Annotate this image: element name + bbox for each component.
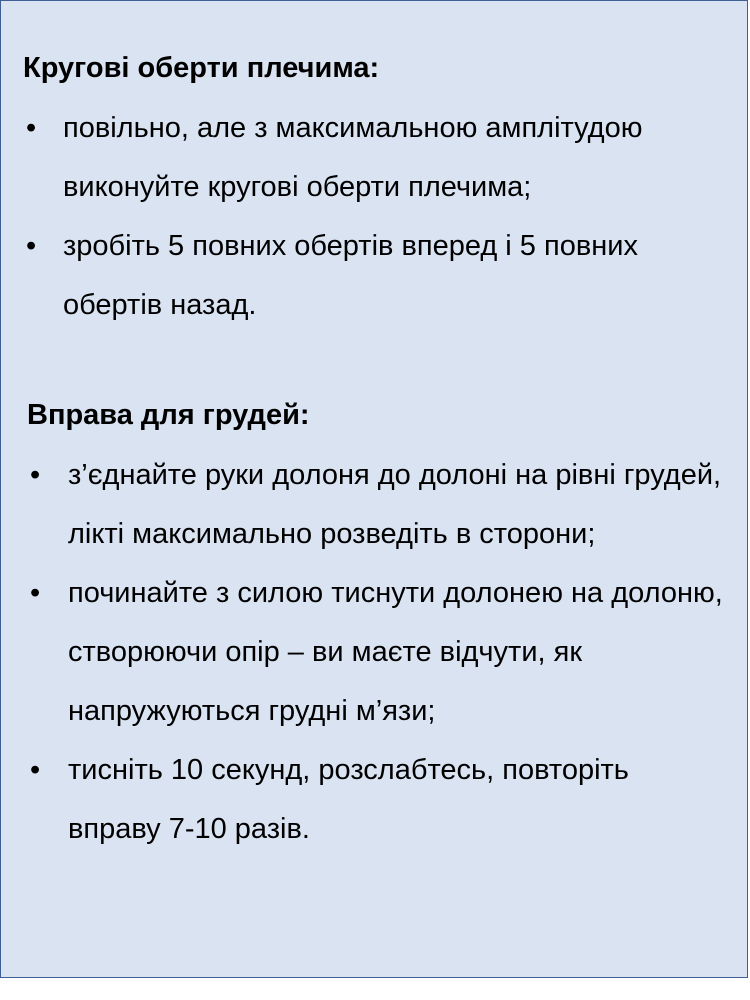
list-item — [1, 99, 729, 217]
chest-exercise-list — [1, 446, 749, 859]
list-item — [1, 564, 728, 741]
list-item-text: повільно, але з максимальною амплітудою виконуйте кругові оберти плечима; — [63, 112, 643, 203]
section-title-chest-exercise: Вправа для грудей: — [27, 399, 310, 431]
list-item-text: з’єднайте руки долоня до долоні на рівні грудей, лікті максимально розведіть в сторони; — [68, 459, 722, 550]
section-title-shoulder-rotations: Кругові оберти плечима: — [23, 52, 380, 84]
bullet-icon: • — [26, 112, 37, 144]
bullet-icon: • — [30, 577, 41, 609]
list-item-text: починайте з силою тиснути долонею на долоню, створюючи опір – ви маєте відчути, як напружуються грудні м’язи; — [68, 577, 723, 727]
bullet-icon: • — [26, 230, 37, 262]
bullet-icon: • — [30, 459, 41, 491]
list-item-text: зробіть 5 повних обертів вперед і 5 повних обертів назад. — [63, 230, 638, 321]
shoulder-rotations-list — [1, 99, 749, 335]
list-item — [1, 217, 729, 335]
list-item — [1, 741, 728, 859]
list-item — [1, 446, 728, 564]
list-item-text: тисніть 10 секунд, розслабтесь, повторіть вправу 7-10 разів. — [68, 754, 629, 845]
bullet-icon: • — [30, 754, 41, 786]
